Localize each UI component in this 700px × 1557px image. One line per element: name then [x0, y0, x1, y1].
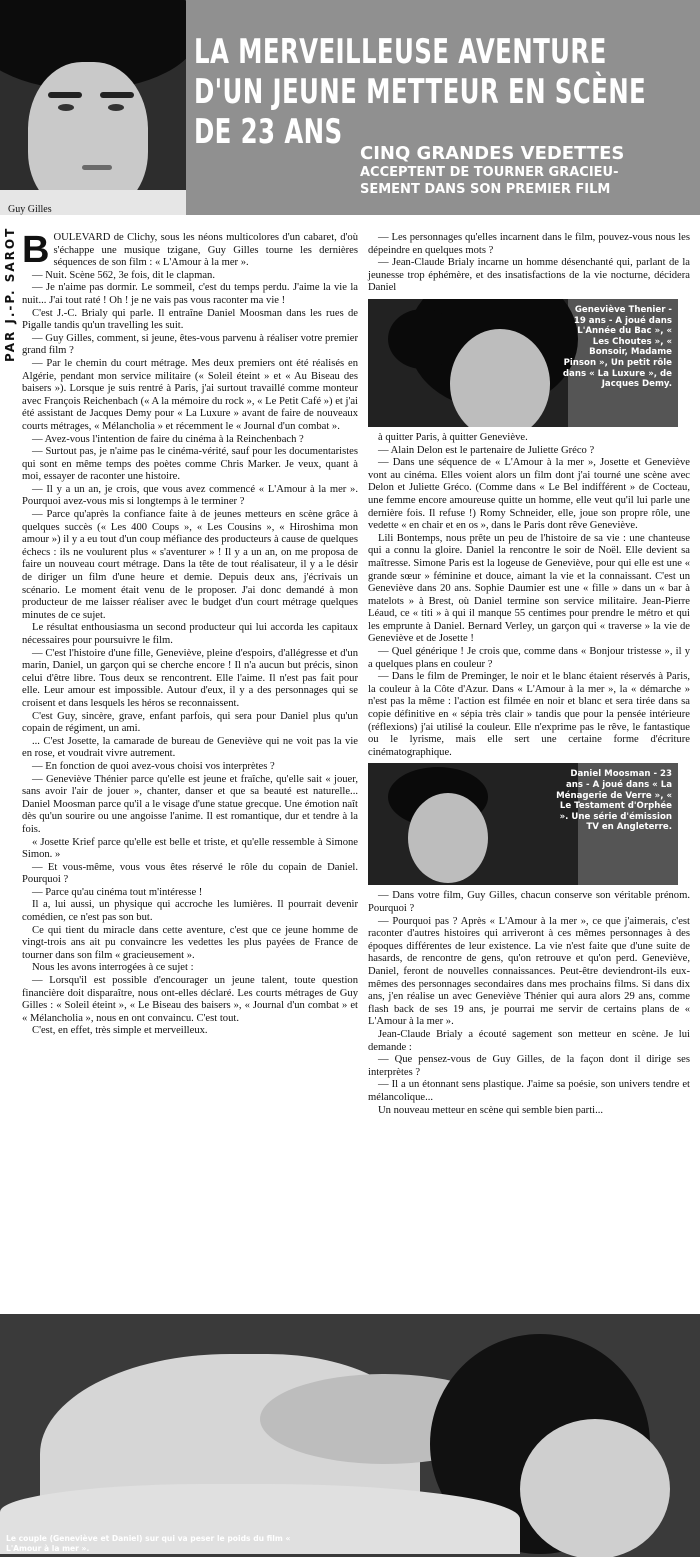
- paragraph: — Jean-Claude Brialy incarne un homme désenchanté qui, parlant de la jeunesse trop éphémère, et des insatisfactions de la vie nocturne, décidera Daniel: [368, 257, 690, 294]
- paragraph: — Alain Delon est le partenaire de Juliette Gréco ?: [378, 444, 595, 456]
- headline-line-3: DE 23 ANS: [194, 112, 343, 152]
- inset-caption-genevieve: Geneviève Thenier - 19 ans - A joué dans L'Année du Bac », « Les Choutes », « Bonsoir, Madame Pinson », Un petit rôle dans « La Luxure », de Jacques Demy.: [562, 304, 672, 390]
- paragraph: Il a, lui aussi, un physique qui accroche les lumières. Il pourrait devenir comédien, ce n'est pas son but.: [22, 899, 358, 924]
- inset-photo-genevieve: [368, 299, 678, 427]
- couple-photo-caption: Le couple (Geneviève et Daniel) sur qui va peser le poids du film « L'Amour à la mer ».: [6, 1534, 291, 1553]
- paragraph: « Josette Krief parce qu'elle est belle et triste, et qu'elle ressemble à Simone Simon. »: [22, 836, 358, 861]
- portrait-caption: Guy Gilles: [8, 204, 52, 215]
- headline-line-2: D'UN JEUNE METTEUR EN SCÈNE: [194, 72, 647, 112]
- paragraph: Jean-Claude Brialy a écouté sagement son metteur en scène. Je lui demande :: [368, 1028, 690, 1053]
- drop-cap: B: [22, 229, 50, 271]
- paragraph: — Dans une séquence de « L'Amour à la mer », Josette et Geneviève vont au cinéma. Elles voient alors un film dont j'ai tourné une scène avec Delon et Juliette Gréco. (Comme dans « Le Bel indifférent » de Cocteau, une femme encore amoureuse quitte un homme, elle veut qu'il lui parle une dernière fois. Il refuse !) Romy Schneider, elle, joue son propre rôle, une vedette « en chair et en os », dans le Paris dont rêve Geneviève.: [368, 457, 690, 532]
- paragraph: — Avez-vous l'intention de faire du cinéma à la Reinchenbach ?: [32, 433, 304, 445]
- paragraph: — Geneviève Thénier parce qu'elle est jeune et fraîche, qu'elle sait « jouer, sans avoir l'air de jouer », chanter, danser et que sa beauté est naturelle... Daniel Moosman parce qu'il a le visage d'une statue grecque. Une émotion naît dès qu'un sourire ou une angoisse l'anime. Il est romantique, dur et tendre à la fois.: [22, 773, 358, 835]
- subheadline-line-3: SEMENT DANS SON PREMIER FILM: [360, 182, 611, 197]
- paragraph: Lili Bontemps, nous prête un peu de l'histoire de sa vie : une chanteuse qui a connu la gloire. Daniel la rencontre le soir de Noël. Elle devient sa maîtresse. Simone Paris est la logeuse de Geneviève, pour qui elle est une « grande sœur » féminine et douce, aimant la vie et la connaissant. C'est un Geneviève dans 20 ans. Sophie Daumier est une « fille » dans un « bar à matelots » à Brest, où Daniel termine son service militaire. Jean-Pierre Léaud, ce « titi » à qui il manque 55 centimes pour prendre le métro et qui les emprunte à Daniel. Bernard Verley, un garçon qui « traverse » la vie de Geneviève et de Josette !: [368, 532, 690, 645]
- paragraph: Ce qui tient du miracle dans cette aventure, c'est que ce jeune homme de vingt-trois ans ait pu convaincre les vedettes les plus payées de France de tourner dans son film « gracieusement ».: [22, 924, 358, 961]
- paragraph: — En fonction de quoi avez-vous choisi vos interprètes ?: [32, 760, 275, 772]
- paragraph: C'est J.-C. Brialy qui parle. Il entraîne Daniel Moosman dans les rues de Pigalle tandis qu'un travelling les suit.: [22, 307, 358, 332]
- paragraph: Nous les avons interrogées à ce sujet :: [32, 962, 194, 974]
- portrait-photo: [0, 0, 186, 215]
- headline-line-1: LA MERVEILLEUSE AVENTURE: [194, 32, 607, 72]
- paragraph: C'est, en effet, très simple et merveilleux.: [32, 1025, 208, 1037]
- paragraph: — Par le chemin du court métrage. Mes deux premiers ont été réalisés en Algérie, pendant mon service militaire (« Soleil éteint » et « Au Biseau des baisers »). Lorsque je suis rentré à Paris, j'ai surtout travaillé comme monteur avec François Reichenbach (« A la mémoire du rock », « Le Petit Café ») et j'ai été assistant de Jacques Demy pour « La Luxure » avant de faire de nouveaux courts métrages, « Mélancholia » et récemment le « Journal d'un combat ».: [22, 357, 358, 432]
- paragraph: — Parce qu'au cinéma tout m'intéresse !: [32, 886, 203, 898]
- subheadline-line-2: ACCEPTENT DE TOURNER GRACIEU-: [360, 165, 619, 180]
- byline-text: PAR J.-P. SAROT: [3, 226, 17, 362]
- byline: [4, 225, 18, 365]
- paragraph: — Que pensez-vous de Guy Gilles, de la façon dont il dirige ses interprètes ?: [368, 1054, 690, 1078]
- inset-caption-daniel: Daniel Moosman - 23 ans - A joué dans « La Ménagerie de Verre », « Le Testament d'Orphée ». Une série d'émission TV en Angleterre.: [556, 769, 672, 833]
- paragraph: — C'est l'histoire d'une fille, Geneviève, pleine d'espoirs, d'allégresse et d'un marin, Daniel, un garçon qui se cherche encore ! Il n'a aucun but précis, sinon celui d'être libre. Tous deux se rencontrent. Elle l'aime. Il n'est pas fait pour elle. Leur amour est impossible. Autour d'eux, il y a des personnages qui se croisent et dans lesquels les héros se reconnaissent.: [22, 647, 358, 709]
- column-left: [22, 229, 358, 1038]
- paragraph: — Il y a un an, je crois, que vous avez commencé « L'Amour à la mer ». Pourquoi avez-vous mis si longtemps à le terminer ?: [22, 483, 358, 508]
- headline: [194, 32, 647, 152]
- paragraph: — Je n'aime pas dormir. Le sommeil, c'est du temps perdu. J'aime la vie la nuit... J'ai tout raté ! Oh ! je ne vais pas vous raconter ma vie !: [22, 282, 358, 306]
- paragraph: BOULEVARD de Clichy, sous les néons multicolores d'un cabaret, d'où s'échappe une musique tzigane, Guy Gilles tourne les dernières séquences de son film : « L'Amour à la mer ».: [22, 229, 358, 271]
- subheadline-line-1: CINQ GRANDES VEDETTES: [360, 143, 625, 164]
- paragraph: — Surtout pas, je n'aime pas le cinéma-vérité, sauf pour les documentaristes qui sont en même temps des poètes comme Chris Marker. Je veux, quant à moi, essayer de raconter une histoire.: [22, 446, 358, 483]
- paragraph: — Pourquoi pas ? Après « L'Amour à la mer », ce que j'aimerais, c'est raconter d'autres histoires qui arriveront à ces mêmes personnages à des époques différentes de leur existence. La vie n'est faite que d'une suite de hasards, de rencontre de gens, qu'on retrouve et qu'on perd. Geneviève, Daniel, feront de nouvelles connaissances. Peut-être deviendront-ils eux-mêmes des personnages secondaires dans mes prochains films. Si dans dix ans, j'en réalise un avec Geneviève Thénier qui aura alors 29 ans, comme flash back de ses 19 ans, je pourrai me servir de certains plans de « L'Amour à la mer ».: [368, 915, 690, 1028]
- paragraph: — Il a un étonnant sens plastique. J'aime sa poésie, son univers tendre et mélancolique...: [368, 1079, 690, 1103]
- paragraph: ... C'est Josette, la camarade de bureau de Geneviève qui ne voit pas la vie en rose, et voudrait vivre autrement.: [22, 735, 358, 760]
- paragraph: à quitter Paris, à quitter Geneviève.: [378, 431, 528, 443]
- couple-photo: [0, 1314, 700, 1557]
- paragraph: — Lorsqu'il est possible d'encourager un jeune talent, toute question financière doit disparaître, nous ont-elles déclaré. Les courts métrages de Guy Gilles : « Soleil éteint », « Le Biseau des baisers », « Journal d'un combat » et « Mélancholia », nous en ont convaincu. C'est tout.: [22, 975, 358, 1024]
- paragraph: — Guy Gilles, comment, si jeune, êtes-vous parvenu à réaliser votre premier grand film ?: [22, 332, 358, 357]
- paragraph: Un nouveau metteur en scène qui semble bien parti...: [378, 1104, 604, 1116]
- paragraph: — Quel générique ! Je crois que, comme dans « Bonjour tristesse », il y a quelques plans en couleur ?: [368, 646, 690, 670]
- column-right: [368, 232, 690, 1117]
- paragraph: C'est Guy, sincère, grave, enfant parfois, qui sera pour Daniel plus qu'un copain de régiment, un ami.: [22, 710, 358, 735]
- paragraph: Le résultat enthousiasma un second producteur qui lui accorda les capitaux nécessaires pour poursuivre le film.: [22, 622, 358, 646]
- paragraph: — Dans le film de Preminger, le noir et le blanc étaient réservés à Paris, la couleur à la Côte d'Azur. Dans « L'Amour à la mer », la « démarche » n'est pas la même : l'action est filmée en noir et blanc et sera tirée dans sa copie définitive en « sépia très clair » tandis que pour la pensée intérieure (réflexions) j'ai utilisé la couleur. Elle n'exprime pas le rêve, le fantastique ou le lyrisme, mais elle sert une certaine forme d'écriture cinématographique.: [368, 671, 690, 758]
- inset-photo-daniel: [368, 763, 678, 885]
- paragraph: — Nuit. Scène 562, 3e fois, dit le clapman.: [32, 269, 215, 281]
- paragraph: — Parce qu'après la confiance faite à de jeunes metteurs en scène grâce à quelques succès (« Les 400 Coups », « Les Cousins », « Hiroshima mon amour ») il y a eu tout d'un coup méfiance des producteurs à cause de quelques échecs : ils ne voulurent plus « s'aventurer » ! Il y a un an, on me proposa de faire un nouveau court métrage. Dans la tête de tout réalisateur, il y a le désir de diriger un film d'une heure et demie. Depuis deux ans, j'écrivais un scénario. Le moment était venu de le proposer. J'ai donc demandé à mon producteur de me laisser réaliser avec le budget d'un court métrage quelques minutes de ce sujet.: [22, 509, 358, 621]
- paragraph: — Les personnages qu'elles incarnent dans le film, pouvez-vous nous les dépeindre en quelques mots ?: [368, 232, 690, 256]
- article-header: [0, 0, 700, 215]
- paragraph: — Et vous-même, vous vous êtes réservé le rôle du copain de Daniel. Pourquoi ?: [22, 861, 358, 886]
- paragraph: — Dans votre film, Guy Gilles, chacun conserve son véritable prénom. Pourquoi ?: [368, 890, 690, 914]
- subheadline: [360, 144, 700, 198]
